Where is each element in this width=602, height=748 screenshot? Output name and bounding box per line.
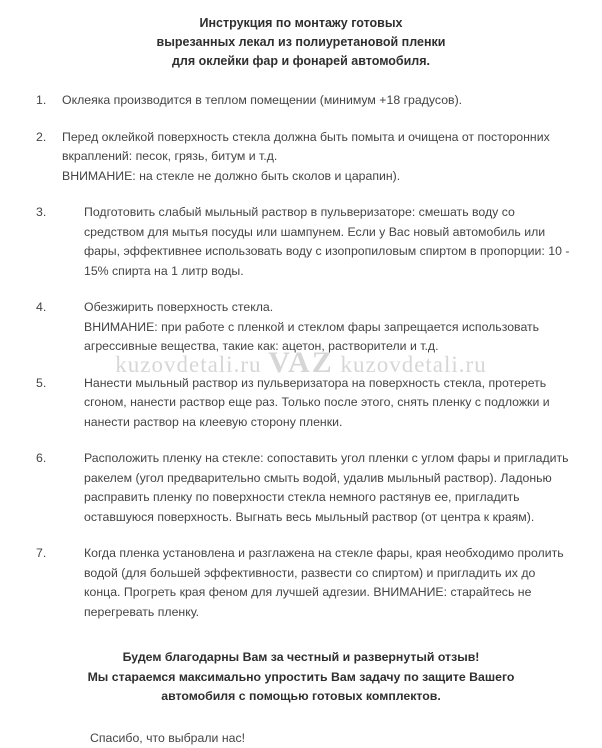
closing-line-3: автомобиля с помощью готовых комплектов. [161, 689, 441, 703]
watermark-center: VAZ [268, 346, 334, 379]
list-item-paragraph: Когда пленка установлена и разглажена на стекле фары, края необходимо пролить водой (для большей эффективности, развести со спиртом) и пригладить их до конца. Прогреть края феном для лучшей адгезии. ВНИМАНИЕ: старайтесь не перегревать пленку. [84, 546, 564, 619]
closing-message [28, 648, 574, 707]
watermark-left: kuzovdetali.ru [115, 352, 262, 377]
list-item [28, 374, 574, 433]
list-item-text [62, 91, 574, 111]
list-item [28, 128, 574, 187]
thanks-message: Спасибо, что выбрали нас! [90, 730, 246, 745]
list-item [28, 544, 574, 622]
list-item-text [84, 544, 574, 622]
list-item-number: 6. [36, 451, 47, 465]
list-item-paragraph: Перед оклейкой поверхность стекла должна быть помыта и очищена от посторонних вкраплений: песок, грязь, битум и т.д. [62, 129, 550, 163]
list-item-text [84, 449, 574, 527]
title-line-3: для оклейки фар и фонарей автомобиля. [171, 54, 431, 68]
list-item-number: 1. [36, 93, 47, 107]
list-item-paragraph: ВНИМАНИЕ: на стекле не должно быть сколов и царапин). [62, 168, 401, 183]
list-item [28, 298, 574, 357]
document-title [28, 14, 574, 71]
list-item [28, 449, 574, 527]
closing-line-2: Мы стараемся максимально упростить Вам задачу по защите Вашего [87, 669, 515, 684]
list-item-text [84, 374, 574, 433]
list-item [28, 203, 574, 281]
list-item-paragraph: Подготовить слабый мыльный раствор в пульверизаторе: смешать воду со средством для мытья посуды или шампунем. Если у Вас новый автомобиль или фары, эффективнее использовать воду с изопропиловым спиртом в пропорции: 10 - 15% спирта на 1 литр воды. [84, 205, 570, 278]
list-item-paragraph: Оклеяка производится в теплом помещении (минимум +18 градусов). [62, 93, 463, 107]
list-item [28, 91, 574, 111]
list-item-number: 2. [36, 129, 47, 144]
list-item-text [62, 128, 574, 187]
closing-line-1: Будем благодарны Вам за честный и развернутый отзыв! [122, 650, 480, 664]
list-item-number: 3. [36, 205, 47, 219]
list-item-paragraph: Обезжирить поверхность стекла. [84, 300, 274, 314]
list-item-number: 5. [36, 375, 47, 390]
instruction-list [28, 91, 574, 622]
list-item-number: 4. [36, 300, 47, 314]
list-item-paragraph: Нанести мыльный раствор из пульверизатора на поверхность стекла, протереть сгоном, нанести раствор еще раз. Только после этого, снять пленку с подложки и нанести раствор на клеевую сторону пленки. [84, 375, 550, 429]
watermark-right: kuzovdetali.ru [340, 352, 487, 377]
list-item-paragraph: ВНИМАНИЕ: при работе с пленкой и стеклом фары запрещается использовать агрессивные вещества, такие как: ацетон, растворители и т.д. [84, 319, 540, 353]
list-item-number: 7. [36, 546, 47, 560]
list-item-paragraph: Расположить пленку на стекле: сопоставить угол пленки с углом фары и пригладить ракелем (угол предварительно смыть водой, удалив мыльный раствор). Ладонью расправить пленку по поверхности стекла немного растянув ее, пригладить оставшуюся поверхность. Выгнать весь мыльный раствор (от центра к краям). [84, 451, 569, 524]
list-item-text [84, 298, 574, 357]
title-line-2: вырезанных лекал из полиуретановой пленки [156, 35, 446, 49]
title-line-1: Инструкция по монтажу готовых [199, 16, 403, 30]
list-item-text [84, 203, 574, 281]
